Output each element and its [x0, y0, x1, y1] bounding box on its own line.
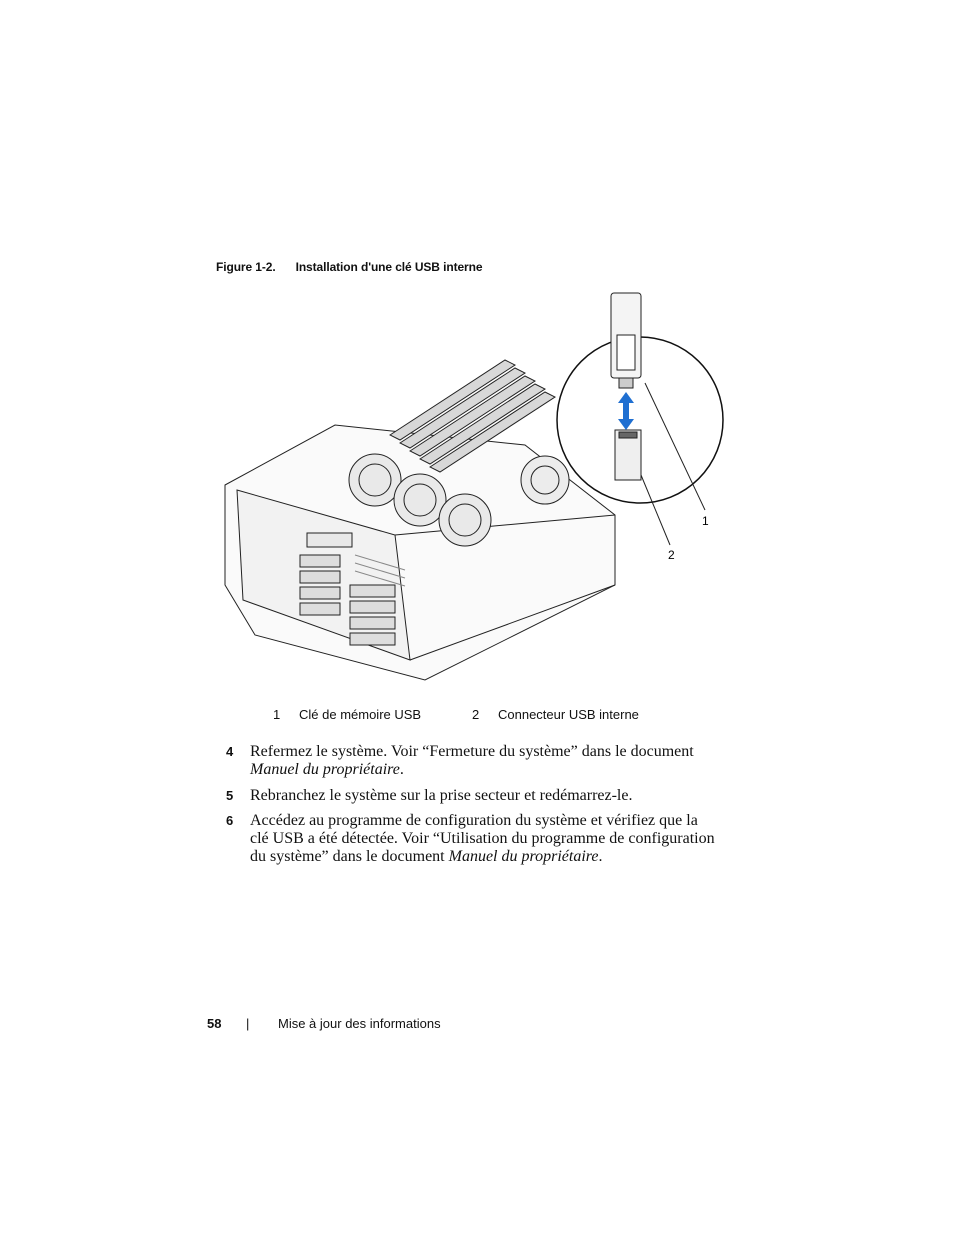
usb-connector: [615, 430, 641, 480]
step-text-end: .: [399, 761, 404, 778]
legend-num-2: 2: [472, 707, 480, 722]
step-text: Accédez au programme de configuration du système et vérifiez que la clé USB a été détectée. Voir “Utilisation du programme de configuration du système” dans le document: [250, 812, 715, 865]
footer-section: Mise à jour des informations: [278, 1016, 441, 1031]
step-italic: Manuel du propriétaire: [448, 848, 599, 865]
usb-key: [611, 293, 641, 388]
figure-number: Figure 1-2.: [216, 260, 276, 274]
callout-2: 2: [668, 548, 675, 562]
footer-separator: |: [246, 1016, 250, 1031]
step-number: 4: [226, 744, 234, 759]
step-italic: Manuel du propriétaire: [250, 761, 400, 778]
step-text-end: .: [598, 848, 603, 865]
step-text: Refermez le système. Voir “Fermeture du système” dans le document: [250, 743, 694, 760]
callout-1: 1: [702, 514, 709, 528]
server-usb-illustration: [215, 285, 725, 685]
page-number: 58: [207, 1016, 222, 1031]
legend-num-1: 1: [273, 707, 281, 722]
figure-caption: [216, 260, 482, 274]
figure-title: Installation d'une clé USB interne: [295, 260, 483, 274]
step-number: 5: [226, 788, 234, 803]
step-number: 6: [226, 813, 234, 828]
step-text: Rebranchez le système sur la prise secteur et redémarrez-le.: [250, 787, 633, 804]
legend-label-1: Clé de mémoire USB: [299, 707, 422, 722]
legend-label-2: Connecteur USB interne: [498, 707, 639, 722]
